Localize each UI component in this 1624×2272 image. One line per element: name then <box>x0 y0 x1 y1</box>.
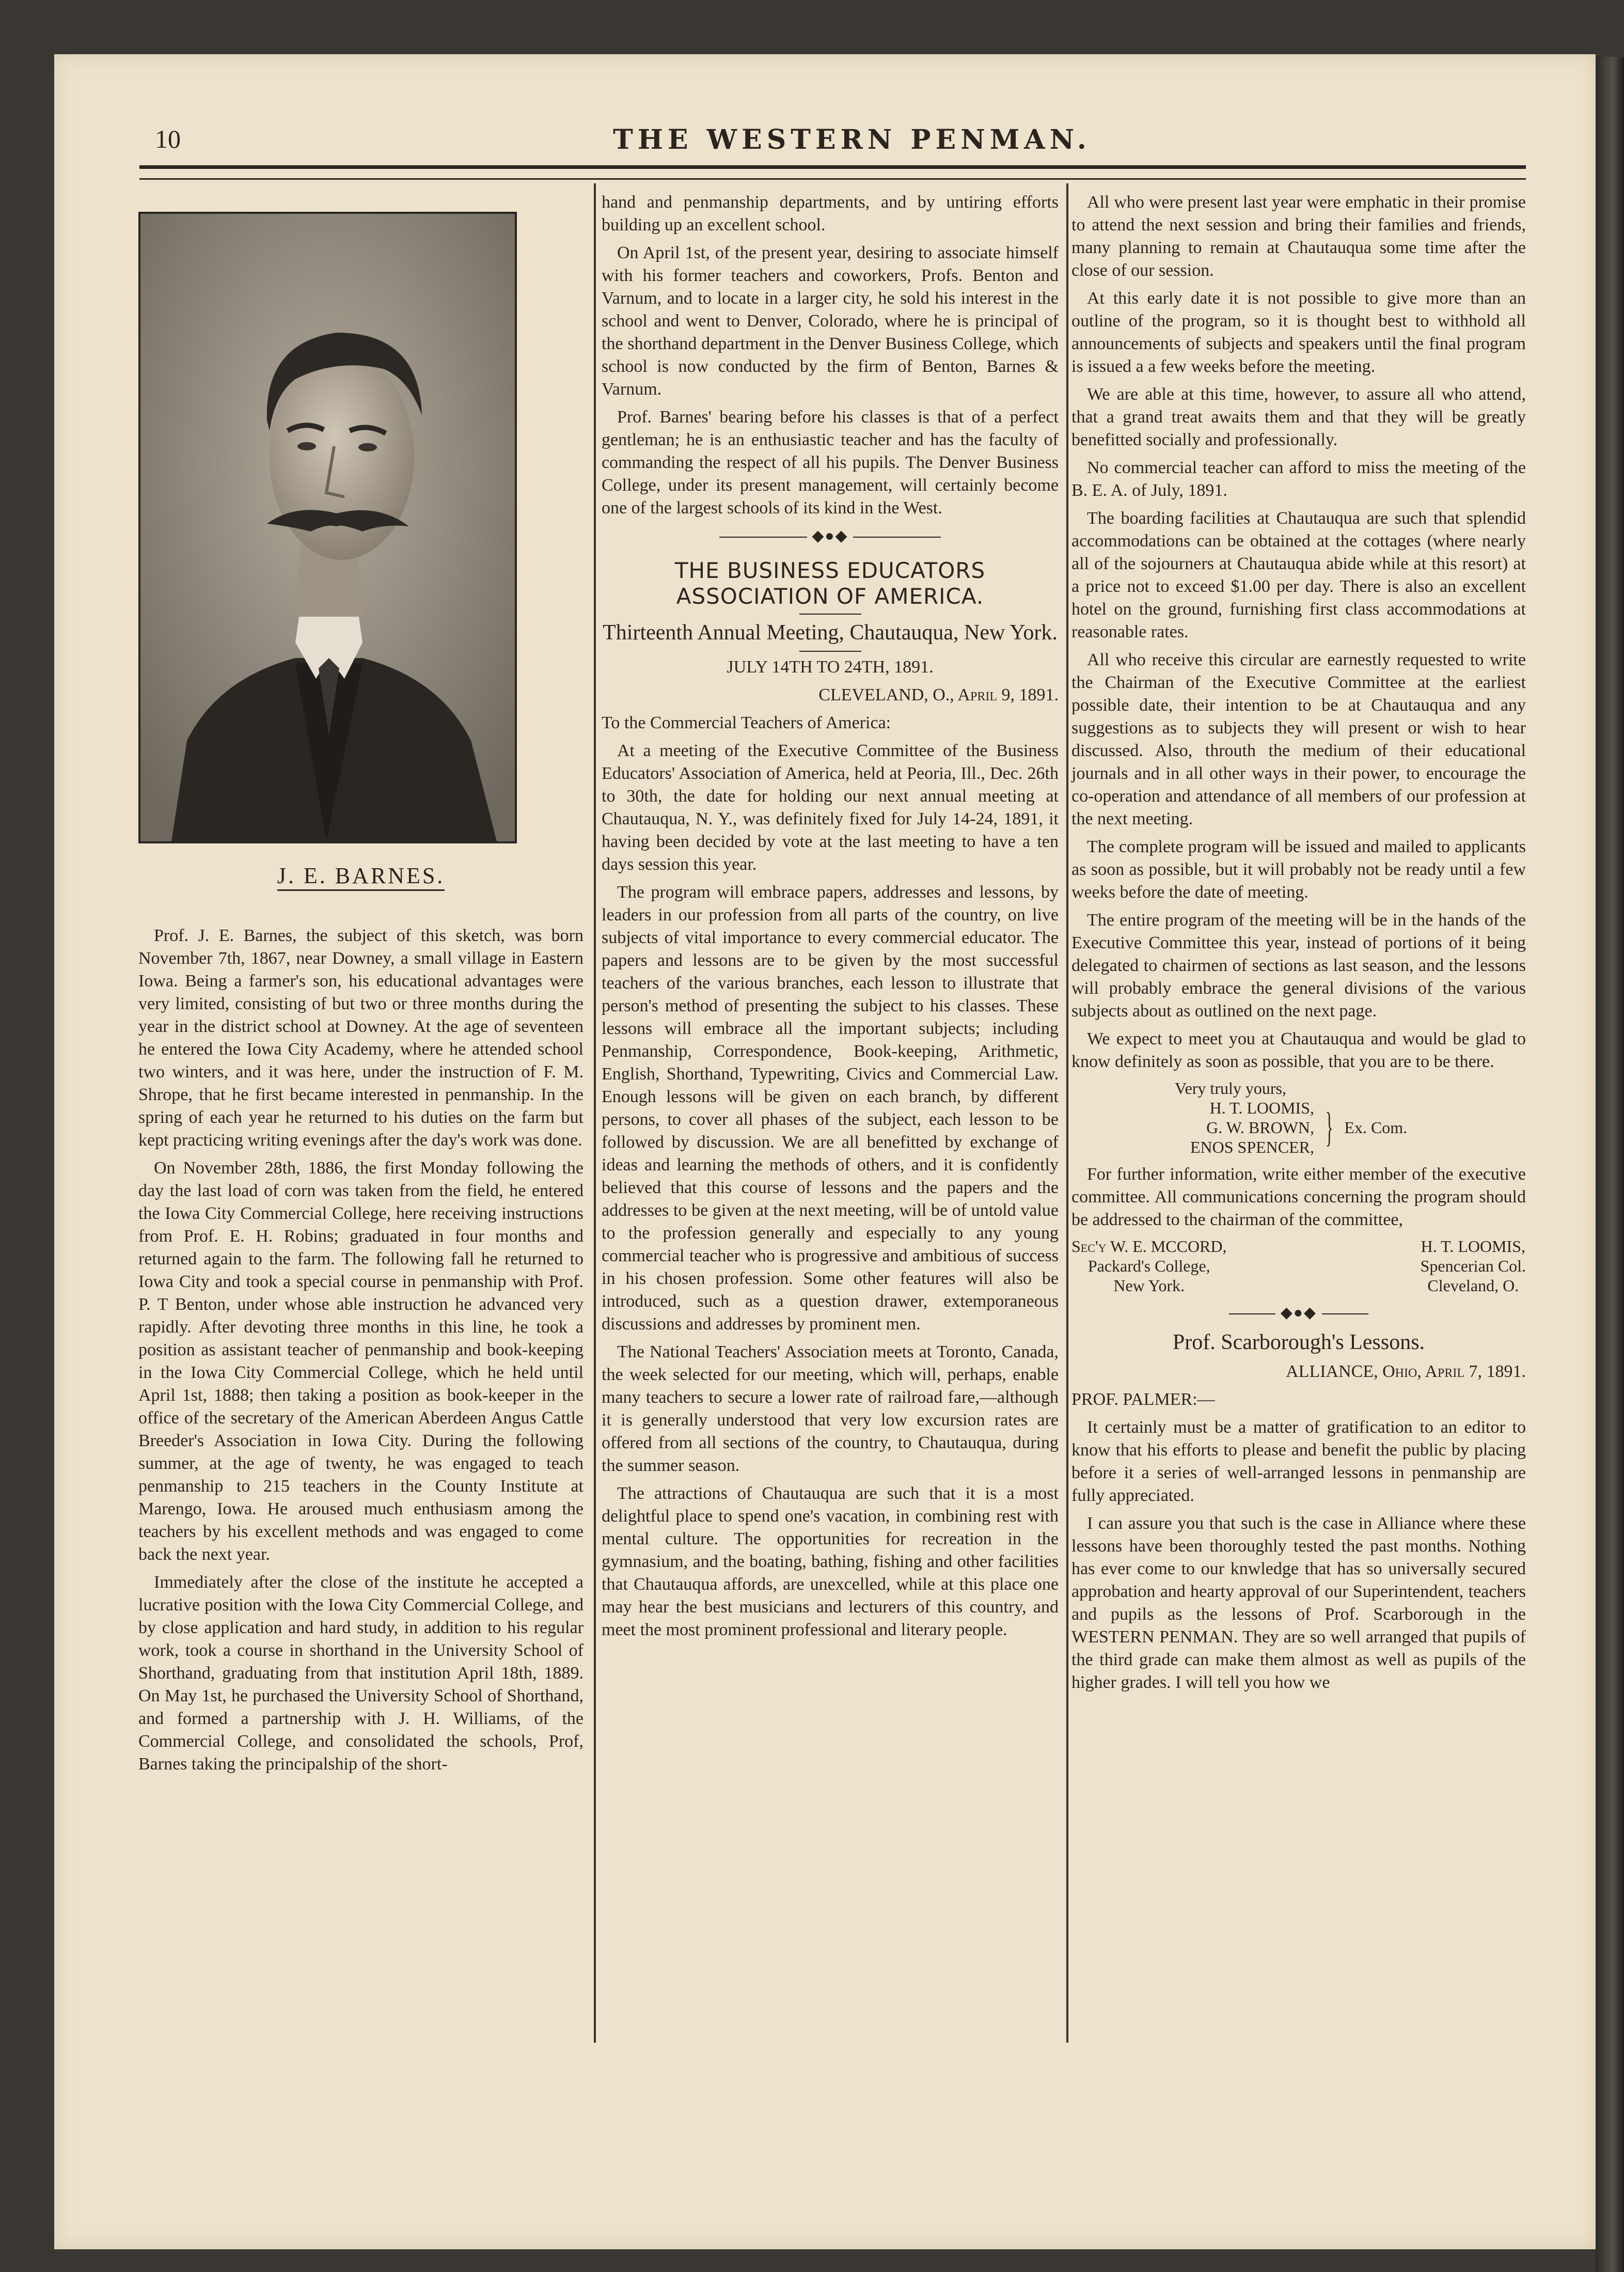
circular-salutation: To the Commercial Teachers of America: <box>602 713 891 732</box>
circular-paragraph: We expect to meet you at Chautauqua and would be glad to know definitely as soon as possible, that you are to be there. <box>1071 1029 1526 1071</box>
circular-paragraph: The program will embrace papers, addresses and lessons, by leaders in our profession from all parts of the country, on live subjects of vital importance to every commercial educator. The papers and lessons are to be given by the most successful teachers of the various branches, each lesson to illustrate that person's method of presenting the subject to his classes. These lessons will embrace all the important subjects; including Penmanship, Correspondence, Book-keeping, Arithmetic, English, Shorthand, Typewriting, Civics and Commercial Law. Enough lessons will be given on each branch, by different persons, to cover all phases of the subject, each lesson to be followed by discussion. We are all benefitted by exchange of ideas and learning the methods of others, and it is confidently believed that this course of lessons and the papers and the addresses to be given at the next meeting, will be of untold value to the profession generally and especially to any young commercial teacher who is progressive and ambitious of success in his chosen profession. Some other features will also be introduced, such as a question drawer, extemporaneous discussions and addresses by prominent men. <box>602 883 1059 1334</box>
section-ornament: ◆●◆ <box>602 525 1059 547</box>
circular-paragraph: No commercial teacher can afford to miss the meeting of the B. E. A. of July, 1891. <box>1071 458 1526 500</box>
circular-paragraph: The entire program of the meeting will be in the hands of the Executive Committee this year, instead of portions of it being delegated to chairmen of sections as last season, and the lessons will probably embrace the general divisions of the various subjects about as outlined on the next page. <box>1071 911 1526 1021</box>
page-number: 10 <box>155 124 181 153</box>
meeting-dates: JULY 14TH TO 24TH, 1891. <box>727 657 934 677</box>
association-subheading: Thirteenth Annual Meeting, Chautauqua, New York. <box>603 621 1058 645</box>
heading-rule <box>799 614 861 615</box>
address-line: Spencerian Col. <box>1420 1257 1526 1275</box>
address-block <box>1071 1236 1526 1295</box>
letter-salutation: PROF. PALMER:— <box>1071 1390 1215 1409</box>
circular-paragraph: At a meeting of the Executive Committee of the Business Educators' Association of America, held at Peoria, Ill., Dec. 26th to 30th, the date for holding our next annual meeting at Chautauqua, N. Y., was definitely fixed for July 14-24, 1891, it having been decided by vote at the last meeting to have a ten days session this year. <box>602 741 1059 874</box>
bio-paragraph: Immediately after the close of the institute he accepted a lucrative position with the Iowa City Commercial College, and by close application and hard study, in addition to his regular work, took a course in shorthand in the University School of Shorthand, graduating from that institution April 18th, 1889. On May 1st, he purchased the University School of Shorthand, and formed a partnership with J. H. Williams, of the Commercial College, and consolidated the schools, Prof, Barnes taking the principalship of the short- <box>138 1573 584 1774</box>
right-column <box>1071 191 1526 1699</box>
circular-paragraph: The National Teachers' Association meets at Toronto, Canada, the week selected for our meeting, which will, perhaps, enable many teachers to secure a lower rate of railroad fare,—although it is generally understood that very low excursion rates are offered from all sections of the country, to Chautauqua, during the summer season. <box>602 1342 1059 1475</box>
masthead-title: THE WESTERN PENMAN. <box>613 124 1091 155</box>
section-ornament: ◆●◆ <box>1071 1302 1526 1324</box>
address-left <box>1071 1236 1227 1295</box>
circular-paragraph: All who receive this circular are earnestly requested to write the Chairman of the Executive Committee at the earliest possible date, their intention to be at Chautauqua and any suggestions as to subjects they will present or wish to hear discussed. Also, throuth the medium of their educational journals and in all other ways in their power, to encourage the co-operation and attendance of all members of our profession at the next meeting. <box>1071 650 1526 828</box>
circular-paragraph: The attractions of Chautauqua are such that it is a most delightful place to spend one's vacation, in combining rest with mental culture. The opportunities for recreation in the gymnasium, and the boating, bathing, fishing and other facilities that Chautauqua affords, are unexcelled, while at this place one may hear the best musicians and lecturers of this country, and meet the most prominent professional and literary people. <box>602 1484 1059 1639</box>
middle-column <box>602 191 1059 1647</box>
bio-paragraph: Prof. J. E. Barnes, the subject of this sketch, was born November 7th, 1867, near Downey, a small village in Eastern Iowa. Being a farmer's son, his educational advantages were very limited, consisting of but two or three months during the year in the district school at Downey. At the age of seventeen he entered the Iowa City Academy, where he attended school two winters, and it was here, under the instruction of F. M. Shrope, that he first became interested in penmanship. In the spring of each year he returned to his duties on the farm but kept practicing writing evenings after the day's work was done. <box>138 926 584 1150</box>
letter-paragraph: I can assure you that such is the case in Alliance where these lessons have been thoroughly tested the past months. Nothing has ever come to our knwledge that has so universally secured approbation and hearty approval of our Superintendent, teachers and pupils as the lessons of Prof. Scarborough in the WESTERN PENMAN. They are so well arranged that pupils of the third grade can make them almost as well as pupils of the higher grades. I will tell you how we <box>1071 1514 1526 1692</box>
letter-dateline: ALLIANCE, Ohio, April 7, 1891. <box>1286 1362 1526 1381</box>
circular-paragraph: At this early date it is not possible to give more than an outline of the program, so it is thought best to withhold all announcements of subjects and speakers until the final program is issued a a few weeks before the meeting. <box>1071 289 1526 376</box>
header-rule-thin <box>139 178 1526 180</box>
signature-block <box>1071 1078 1526 1157</box>
bio-continued-paragraph: hand and penmanship departments, and by untiring efforts building up an excellent school. <box>602 193 1059 234</box>
address-right <box>1421 1236 1526 1295</box>
address-line: Cleveland, O. <box>1427 1276 1519 1295</box>
bio-paragraph: On November 28th, 1886, the first Monday following the day the last load of corn was taken from the field, he entered the Iowa City Commercial College, here receiving instructions from Prof. E. H. Robins; graduated in four months and returned again to the farm. The following fall he returned to Iowa City and took a special course in penmanship with Prof. P. T Benton, under whose able instruction he advanced very rapidly. After devoting three months in this line, he took a position as assistant teacher of penmanship and book-keeping in the Iowa City Commercial College, which he held until April 1st, 1888; then taking a position as book-keeper in the office of the secretary of the American Aberdeen Angus Cattle Breeder's Association in Iowa City. During the following summer, at the age of twenty, he was engaged to teach penmanship to 215 teachers in the County Institute at Marengo, Iowa. He aroused much enthusiasm among the teachers by his excellent methods and was engaged to come back the next year. <box>138 1158 584 1564</box>
circular-paragraph: The complete program will be issued and mailed to applicants as soon as possible, but it will probably not be ready until a few weeks before the date of meeting. <box>1071 837 1526 902</box>
circular-paragraph: The boarding facilities at Chautauqua are such that splendid accommodations can be obtained at the cottages (where nearly all of the sojourners at Chautauqua abide while at this resort) at a price not to exceed $1.00 per day. There is also an excellent hotel on the ground, furnishing first class accommodations at reasonable rates. <box>1071 509 1526 641</box>
bio-continued-paragraph: Prof. Barnes' bearing before his classes is that of a perfect gentleman; he is an enthusiastic teacher and has the faculty of commanding the respect of all his pupils. The Denver Business College, under its present management, will certainly become one of the largest schools of its kind in the West. <box>602 408 1059 518</box>
signer-names <box>1071 1098 1314 1157</box>
heading-rule <box>799 651 861 652</box>
address-line: Packard's College, <box>1087 1257 1210 1275</box>
column-divider <box>1066 183 1068 2043</box>
circular-paragraph: We are able at this time, however, to assure all who attend, that a grand treat awaits them and that they will be greatly benefitted socially and professionally. <box>1071 385 1526 449</box>
brace-glyph: } <box>1325 1105 1333 1150</box>
address-name: H. T. LOOMIS, <box>1421 1237 1525 1256</box>
closing: Very truly yours, <box>1175 1079 1286 1098</box>
letter-heading: Prof. Scarborough's Lessons. <box>1172 1330 1425 1354</box>
circular-dateline: CLEVELAND, O., April 9, 1891. <box>818 685 1059 704</box>
bio-continued-paragraph: On April 1st, of the present year, desiring to associate himself with his former teachers and coworkers, Profs. Benton and Varnum, and to locate in a larger city, he sold his interest in the school and went to Denver, Colorado, where he is principal of the shorthand department in the Denver Business College, which school is now conducted by the firm of Benton, Barnes & Varnum. <box>602 243 1059 399</box>
bio-title: J. E. BARNES. <box>138 863 584 889</box>
bio-column <box>138 925 584 1781</box>
signer: H. T. LOOMIS, <box>1209 1099 1314 1117</box>
committee-label: Ex. Com. <box>1344 1118 1408 1137</box>
circular-paragraph: All who were present last year were emphatic in their promise to attend the next session and bring their families and friends, many planning to remain at Chautauqua some time after the close of our session. <box>1071 193 1526 280</box>
signer: ENOS SPENCER, <box>1190 1138 1314 1156</box>
address-line: New York. <box>1113 1276 1185 1295</box>
address-name: Sec'y W. E. MCCORD, <box>1071 1237 1227 1256</box>
association-heading: THE BUSINESS EDUCATORS ASSOCIATION OF AMERICA. <box>674 558 986 609</box>
book-binding-edge <box>1596 57 1624 2272</box>
signer: G. W. BROWN, <box>1206 1118 1314 1137</box>
letter-paragraph: It certainly must be a matter of gratification to an editor to know that his efforts to please and benefit the public by placing before it a series of well-arranged lessons in penmanship are fully appreciated. <box>1071 1418 1526 1505</box>
column-divider <box>594 183 596 2043</box>
further-info: For further information, write either member of the executive committee. All communications concerning the program should be addressed to the chairman of the committee, <box>1071 1165 1526 1229</box>
header-rule-thick <box>139 165 1526 169</box>
portrait-image <box>138 212 517 843</box>
